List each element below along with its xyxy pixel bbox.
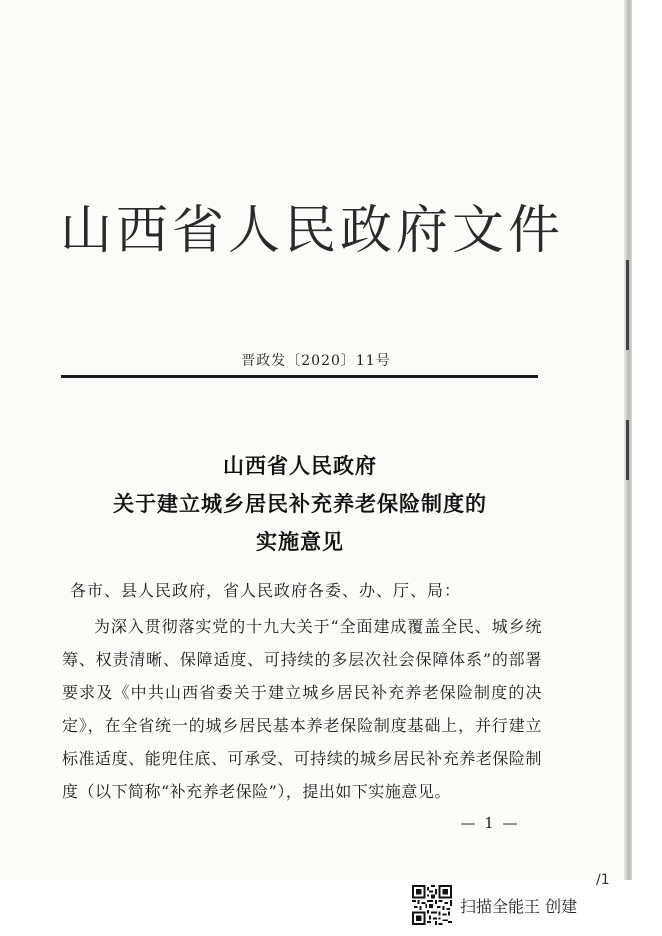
document-header-title: 山西省人民政府文件 — [60, 201, 565, 261]
title-line-2: 关于建立城乡居民补充养老保险制度的 — [113, 492, 487, 516]
salutation: 各市、县人民政府，省人民政府各委、办、厅、局： — [70, 581, 462, 600]
corner-mark: /1 — [596, 872, 610, 888]
qr-code-icon — [412, 885, 452, 925]
document-number: 晋政发〔2020〕11号 — [241, 353, 391, 369]
title-line-1: 山西省人民政府 — [223, 454, 377, 478]
watermark-text: 扫描全能王 创建 — [460, 896, 578, 916]
title-line-3: 实施意见 — [256, 530, 344, 554]
page-edge-mark — [626, 260, 629, 350]
header-divider — [61, 375, 538, 378]
body-paragraph: 为深入贯彻落实党的十九大关于“全面建成覆盖全民、城乡统筹、权责清晰、保障适度、可持续的多层次社会保障体系”的部署要求及《中共山西省委关于建立城乡居民补充养老保险制度的决定》，在全省统一的城乡居民基本养老保险制度基础上，并行建立标准适度、能兜住底、可承受、可持续的城乡居民补充养老保险制度（以下简称“补充养老保险”），提出如下实施意见。 — [62, 617, 542, 801]
scanner-watermark — [412, 885, 577, 925]
page-number: — 1 — — [460, 814, 520, 832]
page-edge-mark — [626, 420, 629, 480]
